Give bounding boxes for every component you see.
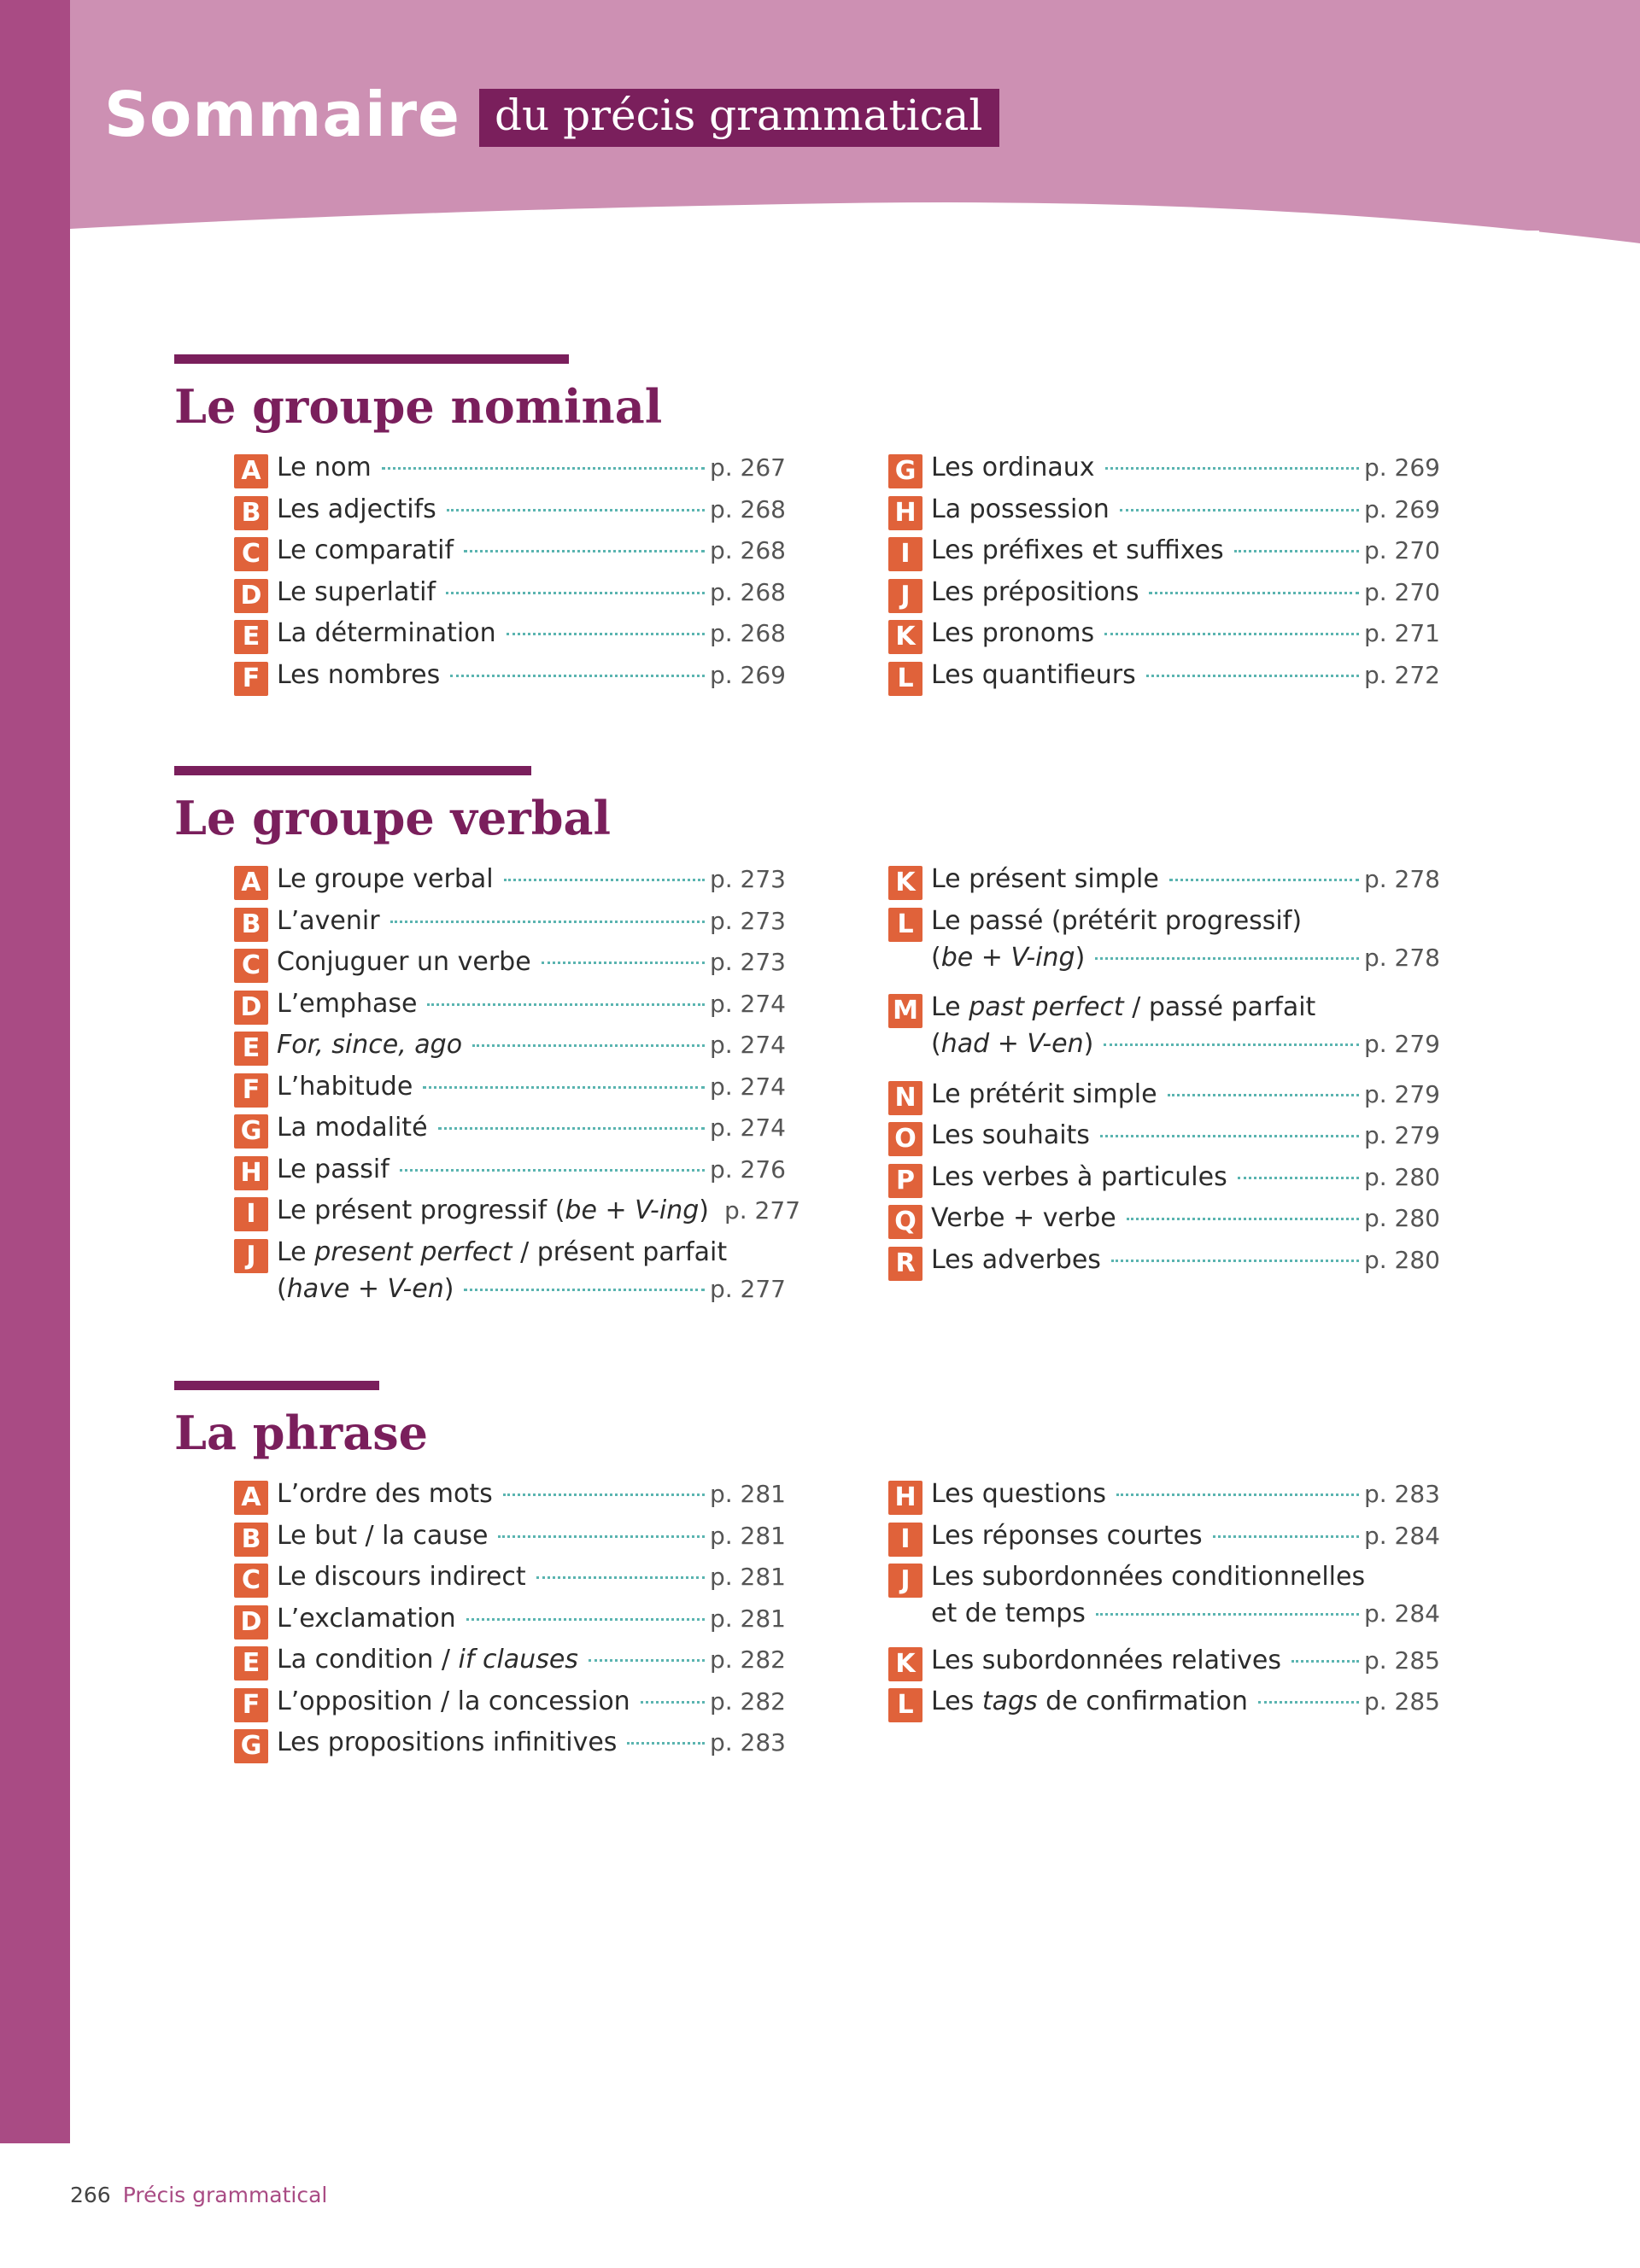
entry-letter-badge: L [888,1688,922,1722]
entry-page-number: p. 276 [709,1154,786,1184]
entry-title: Le nom [277,453,372,482]
section-title: Le groupe verbal [174,791,611,845]
dot-leader [466,1618,705,1621]
entry-page-number: p. 281 [709,1480,786,1508]
entry-letter-badge: H [234,1156,268,1190]
entry-letter-badge: C [234,1564,268,1598]
entry-title: Le but / la cause [277,1520,489,1551]
entry-title: Les adverbes [931,1244,1101,1275]
entry-title: Les adjectifs [277,494,436,524]
entry-page-number: p. 282 [709,1686,786,1716]
page-subtitle: du précis grammatical [479,89,999,147]
entry-page-number: p. 279 [1363,1079,1440,1108]
page-header [104,72,999,157]
entry-title: La modalité [277,1113,428,1143]
dot-leader [1292,1660,1359,1663]
dot-leader [1213,1535,1359,1538]
entry-title: Les propositions infinitives [277,1727,618,1757]
entry-title: Les ordinaux [931,453,1095,482]
entry-letter-badge: L [888,662,922,696]
entry-letter-badge: A [234,1481,268,1515]
footer-label: Précis grammatical [122,2183,328,2207]
entry-title: Le groupe verbal [277,864,494,894]
entry-letter-badge: G [234,1114,268,1149]
entry-page-number: p. 280 [1363,1162,1440,1191]
entry-page-number: p. 281 [709,1604,786,1633]
entry-page-number: p. 267 [709,453,786,482]
entry-page-number: p. 282 [709,1645,786,1674]
entry-page-number: p. 268 [709,577,786,606]
entry-title: Les subordonnées conditionnelles [931,1562,1366,1592]
entry-letter-badge: Q [888,1205,922,1239]
entry-letter-badge: R [888,1247,922,1281]
entry-letter-badge: C [234,537,268,571]
entry-page-number: p. 277 [723,1196,801,1225]
entry-letter-badge: F [234,1688,268,1722]
entry-page-number: p. 283 [1363,1480,1440,1508]
section-bar [174,354,569,364]
entry-letter-badge: L [888,908,922,942]
dot-leader [1234,550,1359,552]
entry-title: Le présent progressif (be + V-ing) [277,1195,709,1225]
section-title: La phrase [174,1406,428,1460]
entry-title: Les tags de confirmation [931,1686,1248,1716]
entry-page-number: p. 268 [709,494,786,523]
entry-title: Le present perfect / présent parfait [277,1236,728,1267]
entry-title: Les prépositions [931,576,1139,607]
dot-leader [382,467,705,470]
entry-letter-badge: H [888,496,922,530]
dot-leader [1258,1701,1359,1704]
entry-title: Le discours indirect [277,1562,526,1592]
entry-letter-badge: E [234,1646,268,1681]
entry-title: Les questions [931,1479,1107,1509]
dot-leader [1238,1177,1359,1179]
dot-leader [1100,1135,1359,1137]
entry-letter-badge: N [888,1081,922,1115]
dot-leader [542,962,705,964]
entry-page-number: p. 274 [709,1114,786,1142]
entry-title: Le superlatif [277,576,436,607]
entry-page-number: p. 277 [709,1274,786,1303]
page-title: Sommaire [104,79,460,150]
section-bar [174,766,531,775]
dot-leader [503,1493,705,1496]
entry-letter-badge: J [888,579,922,613]
entry-page-number: p. 272 [1363,660,1440,689]
entry-letter-badge: I [234,1197,268,1231]
entry-letter-badge: A [234,454,268,488]
dot-leader [627,1742,705,1745]
entry-page-number: p. 284 [1363,1521,1440,1550]
dot-leader [1146,675,1359,677]
entry-letter-badge: K [888,620,922,654]
dot-leader [1168,1094,1359,1096]
entry-title: Les subordonnées relatives [931,1645,1281,1675]
entry-title: For, since, ago [277,1030,463,1060]
dot-leader [447,509,705,511]
dot-leader [507,633,705,635]
entry-page-number: p. 279 [1363,1030,1440,1058]
dot-leader [641,1701,705,1704]
entry-page-number: p. 274 [709,1031,786,1059]
entry-page-number: p. 268 [709,536,786,564]
entry-title: Le comparatif [277,535,454,565]
entry-letter-badge: D [234,1605,268,1640]
entry-letter-badge: K [888,866,922,900]
entry-title: et de temps [931,1599,1086,1628]
entry-page-number: p. 283 [709,1728,786,1757]
entry-page-number: p. 280 [1363,1245,1440,1274]
dot-leader [1104,633,1359,635]
entry-letter-badge: C [234,949,268,983]
entry-title: Les verbes à particules [931,1161,1227,1192]
dot-leader [1127,1218,1359,1220]
entry-letter-badge: H [888,1481,922,1515]
entry-title: Les pronoms [931,618,1095,648]
dot-leader [427,1003,705,1006]
dot-leader [1116,1493,1359,1496]
entry-title: Les réponses courtes [931,1520,1203,1551]
dot-leader [446,592,705,594]
dot-leader [1111,1260,1359,1262]
page-footer [70,2183,327,2207]
entry-title: L’habitude [277,1071,413,1102]
entry-letter-badge: P [888,1164,922,1198]
dot-leader [472,1044,705,1047]
entry-letter-badge: I [888,1523,922,1557]
dot-leader [1095,957,1359,960]
entry-title: (have + V-en) [277,1273,454,1304]
entry-letter-badge: F [234,662,268,696]
entry-page-number: p. 274 [709,1072,786,1101]
dot-leader [390,921,705,923]
section-la-phrase [174,1381,1456,1460]
entry-page-number: p. 269 [1363,494,1440,523]
section-bar [174,1381,379,1390]
entry-page-number: p. 285 [1363,1645,1440,1675]
dot-leader [450,675,705,677]
dot-leader [400,1169,705,1172]
entry-title: Les préfixes et suffixes [931,535,1224,565]
entry-letter-badge: E [234,620,268,654]
entry-letter-badge: B [234,1523,268,1557]
entry-title: La possession [931,494,1110,524]
entry-letter-badge: O [888,1122,922,1156]
entry-letter-badge: B [234,496,268,530]
entry-page-number: p. 269 [1363,453,1440,482]
entry-title: Conjuguer un verbe [277,947,531,977]
entry-page-number: p. 274 [709,989,786,1018]
entry-page-number: p. 279 [1363,1121,1440,1149]
entry-title: Le passé (prétérit progressif) [931,905,1303,936]
entry-title: Le passif [277,1154,390,1184]
dot-leader [464,550,705,552]
left-color-band [0,0,70,2143]
entry-page-number: p. 273 [709,865,786,893]
dot-leader [536,1576,705,1579]
entry-page-number: p. 271 [1363,619,1440,647]
entry-page-number: p. 285 [1363,1687,1440,1716]
entry-title: L’ordre des mots [277,1479,493,1509]
dot-leader [423,1086,705,1089]
entry-title: Les souhaits [931,1120,1090,1150]
entry-page-number: p. 281 [709,1563,786,1591]
entry-title: Les quantifieurs [931,659,1136,690]
entry-page-number: p. 280 [1363,1204,1440,1232]
dot-leader [1096,1613,1359,1616]
entry-title: L’exclamation [277,1603,456,1634]
entry-title: Verbe + verbe [931,1203,1116,1233]
entry-page-number: p. 270 [1363,577,1440,606]
entry-page-number: p. 273 [709,948,786,976]
entry-letter-badge: K [888,1647,922,1681]
entry-letter-badge: G [234,1729,268,1763]
dot-leader [1104,1043,1359,1046]
entry-letter-badge: F [234,1073,268,1108]
dot-leader [498,1535,705,1538]
dot-leader [1105,467,1359,470]
entry-title: L’opposition / la concession [277,1686,630,1716]
entry-page-number: p. 273 [709,906,786,935]
dot-leader [438,1127,705,1130]
dot-leader [589,1659,705,1662]
entry-title: Les nombres [277,659,441,690]
dot-leader [1169,879,1359,881]
entry-title: L’emphase [277,988,418,1019]
section-groupe-verbal [174,766,1456,845]
entry-letter-badge: I [888,537,922,571]
dot-leader [1149,592,1359,594]
entry-page-number: p. 284 [1363,1599,1440,1628]
entry-title: La condition / if clauses [277,1645,578,1675]
section-groupe-nominal [174,354,1456,434]
dot-leader [1120,509,1359,511]
entry-title: Le prétérit simple [931,1078,1157,1109]
entry-page-number: p. 278 [1363,865,1440,893]
entry-title: Le présent simple [931,864,1159,894]
entry-letter-badge: J [888,1564,922,1598]
entry-page-number: p. 281 [709,1521,786,1550]
entry-letter-badge: A [234,866,268,900]
entry-letter-badge: M [888,994,922,1028]
entry-page-number: p. 278 [1363,943,1440,972]
section-title: Le groupe nominal [174,379,663,434]
entry-letter-badge: D [234,991,268,1025]
entry-title: (had + V-en) [931,1029,1094,1059]
entry-letter-badge: G [888,454,922,488]
entry-title: (be + V-ing) [931,942,1086,973]
entry-letter-badge: E [234,1032,268,1066]
page-number: 266 [70,2183,111,2207]
entry-title: L’avenir [277,905,380,936]
entry-letter-badge: J [234,1239,268,1273]
entry-title: La détermination [277,618,496,648]
entry-page-number: p. 268 [709,619,786,647]
dot-leader [464,1289,704,1291]
entry-letter-badge: D [234,579,268,613]
entry-page-number: p. 269 [709,660,786,689]
entry-letter-badge: B [234,908,268,942]
dot-leader [504,879,705,881]
entry-page-number: p. 270 [1363,536,1440,564]
entry-title: Le past perfect / passé parfait [931,992,1316,1022]
